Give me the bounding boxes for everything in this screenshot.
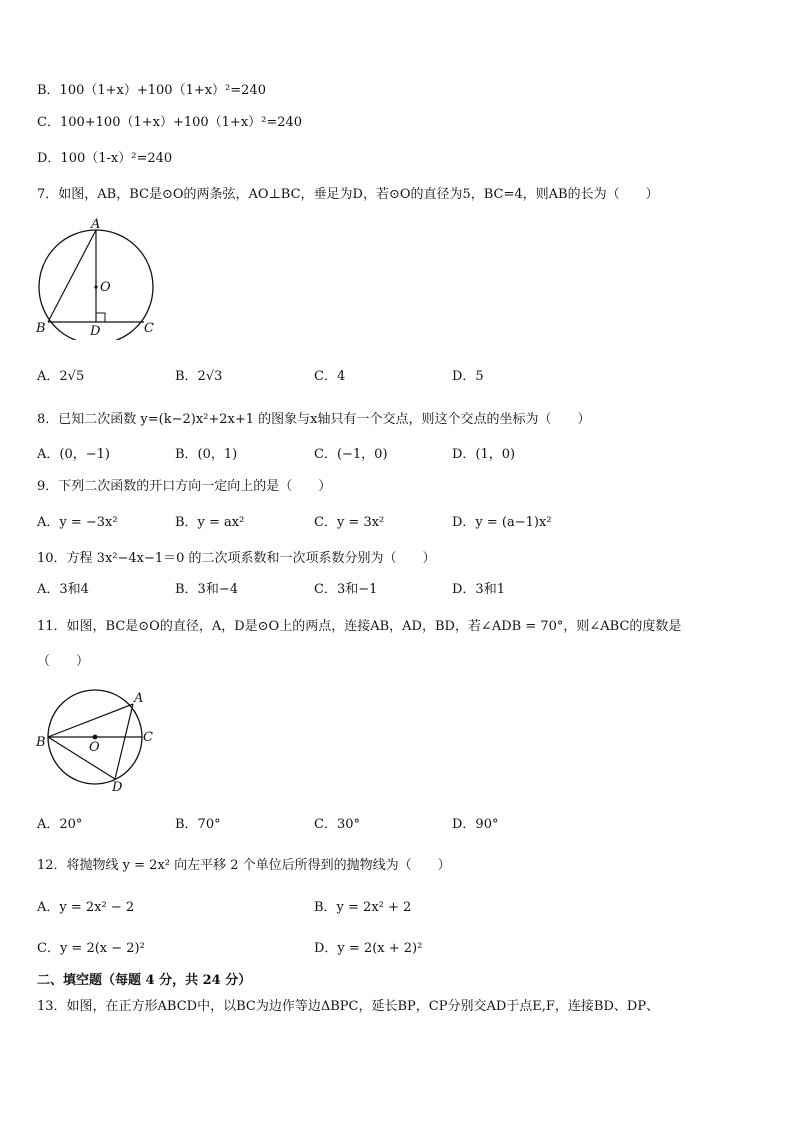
q9-option-c: C．y = 3x² [314, 515, 385, 530]
q11-center-point [93, 735, 98, 740]
q11-option-c: C．30° [314, 817, 360, 832]
q7-label-b: B [36, 321, 46, 336]
q11-chord-ab [48, 704, 133, 737]
q11-label-d: D [112, 780, 123, 795]
q8-option-d: D．(1，0) [452, 447, 516, 462]
q7-chord-ab [48, 230, 96, 322]
q6-option-b: B．100（1+x）+100（1+x）²=240 [37, 83, 266, 98]
q13-stem: 13．如图，在正方形ABCD中，以BC为边作等边ΔBPC，延长BP，CP分别交AD于点E,F，连接BD、DP、 [37, 999, 660, 1014]
q7-option-c: C．4 [314, 369, 346, 384]
q8-stem: 8．已知二次函数 y=(k−2)x²+2x+1 的图象与x轴只有一个交点，则这个交点的坐标为（ ） [37, 412, 591, 427]
q12-stem: 12．将抛物线 y = 2x² 向左平移 2 个单位后所得到的抛物线为（ ） [37, 858, 451, 873]
q12-option-c: C．y = 2(x − 2)² [37, 941, 145, 956]
q12-option-b: B．y = 2x² + 2 [314, 900, 412, 915]
q7-option-a: A．2√5 [37, 369, 85, 384]
q11-label-c: C [143, 730, 153, 745]
q7-label-o: O [100, 280, 111, 295]
q9-stem: 9．下列二次函数的开口方向一定向上的是（ ） [37, 479, 332, 494]
q12-option-d: D．y = 2(x + 2)² [314, 941, 423, 956]
q7-stem: 7．如图，AB，BC是⊙O的两条弦，AO⊥BC，垂足为D，若⊙O的直径为5，BC=4，则AB的长为（ ） [37, 187, 659, 202]
q9-option-a: A．y = −3x² [37, 515, 118, 530]
q7-option-b: B．2√3 [175, 369, 223, 384]
q6-option-c: C．100+100（1+x）+100（1+x）²=240 [37, 115, 303, 130]
q8-option-c: C．(−1，0) [314, 447, 388, 462]
q7-option-d: D．5 [452, 369, 484, 384]
q10-option-c: C．3和−1 [314, 582, 378, 597]
q6-option-d: D．100（1-x）²=240 [37, 151, 173, 166]
q11-stem-cont: （ ） [37, 654, 90, 669]
q7-circle-figure [30, 214, 160, 340]
q7-label-c: C [144, 321, 154, 336]
q11-option-a: A．20° [37, 817, 83, 832]
q11-label-a: A [134, 691, 144, 706]
q7-label-a: A [91, 217, 101, 232]
q11-option-d: D．90° [452, 817, 499, 832]
q11-chord-bd [48, 737, 115, 779]
q7-right-angle-mark [96, 313, 105, 322]
q8-option-a: A．(0，−1) [37, 447, 110, 462]
q10-option-d: D．3和1 [452, 582, 505, 597]
q9-option-d: D．y = (a−1)x² [452, 515, 552, 530]
q10-option-a: A．3和4 [37, 582, 89, 597]
q9-option-b: B．y = ax² [175, 515, 245, 530]
q11-label-o: O [89, 740, 100, 755]
q10-option-b: B．3和−4 [175, 582, 238, 597]
q7-label-d: D [90, 324, 101, 339]
q8-option-b: B．(0，1) [175, 447, 238, 462]
q11-circle-figure [32, 686, 162, 796]
q11-label-b: B [36, 735, 46, 750]
q11-option-b: B．70° [175, 817, 221, 832]
q12-option-a: A．y = 2x² − 2 [37, 900, 135, 915]
q11-stem: 11．如图，BC是⊙O的直径，A，D是⊙O上的两点，连接AB，AD，BD，若∠ADB = 70°，则∠ABC的度数是 [37, 619, 682, 634]
section-heading-fill-in: 二、填空题（每题 4 分，共 24 分） [37, 973, 252, 988]
q10-stem: 10．方程 3x²−4x−1＝0 的二次项系数和一次项系数分别为（ ） [37, 551, 436, 566]
q7-center-point [94, 285, 97, 288]
